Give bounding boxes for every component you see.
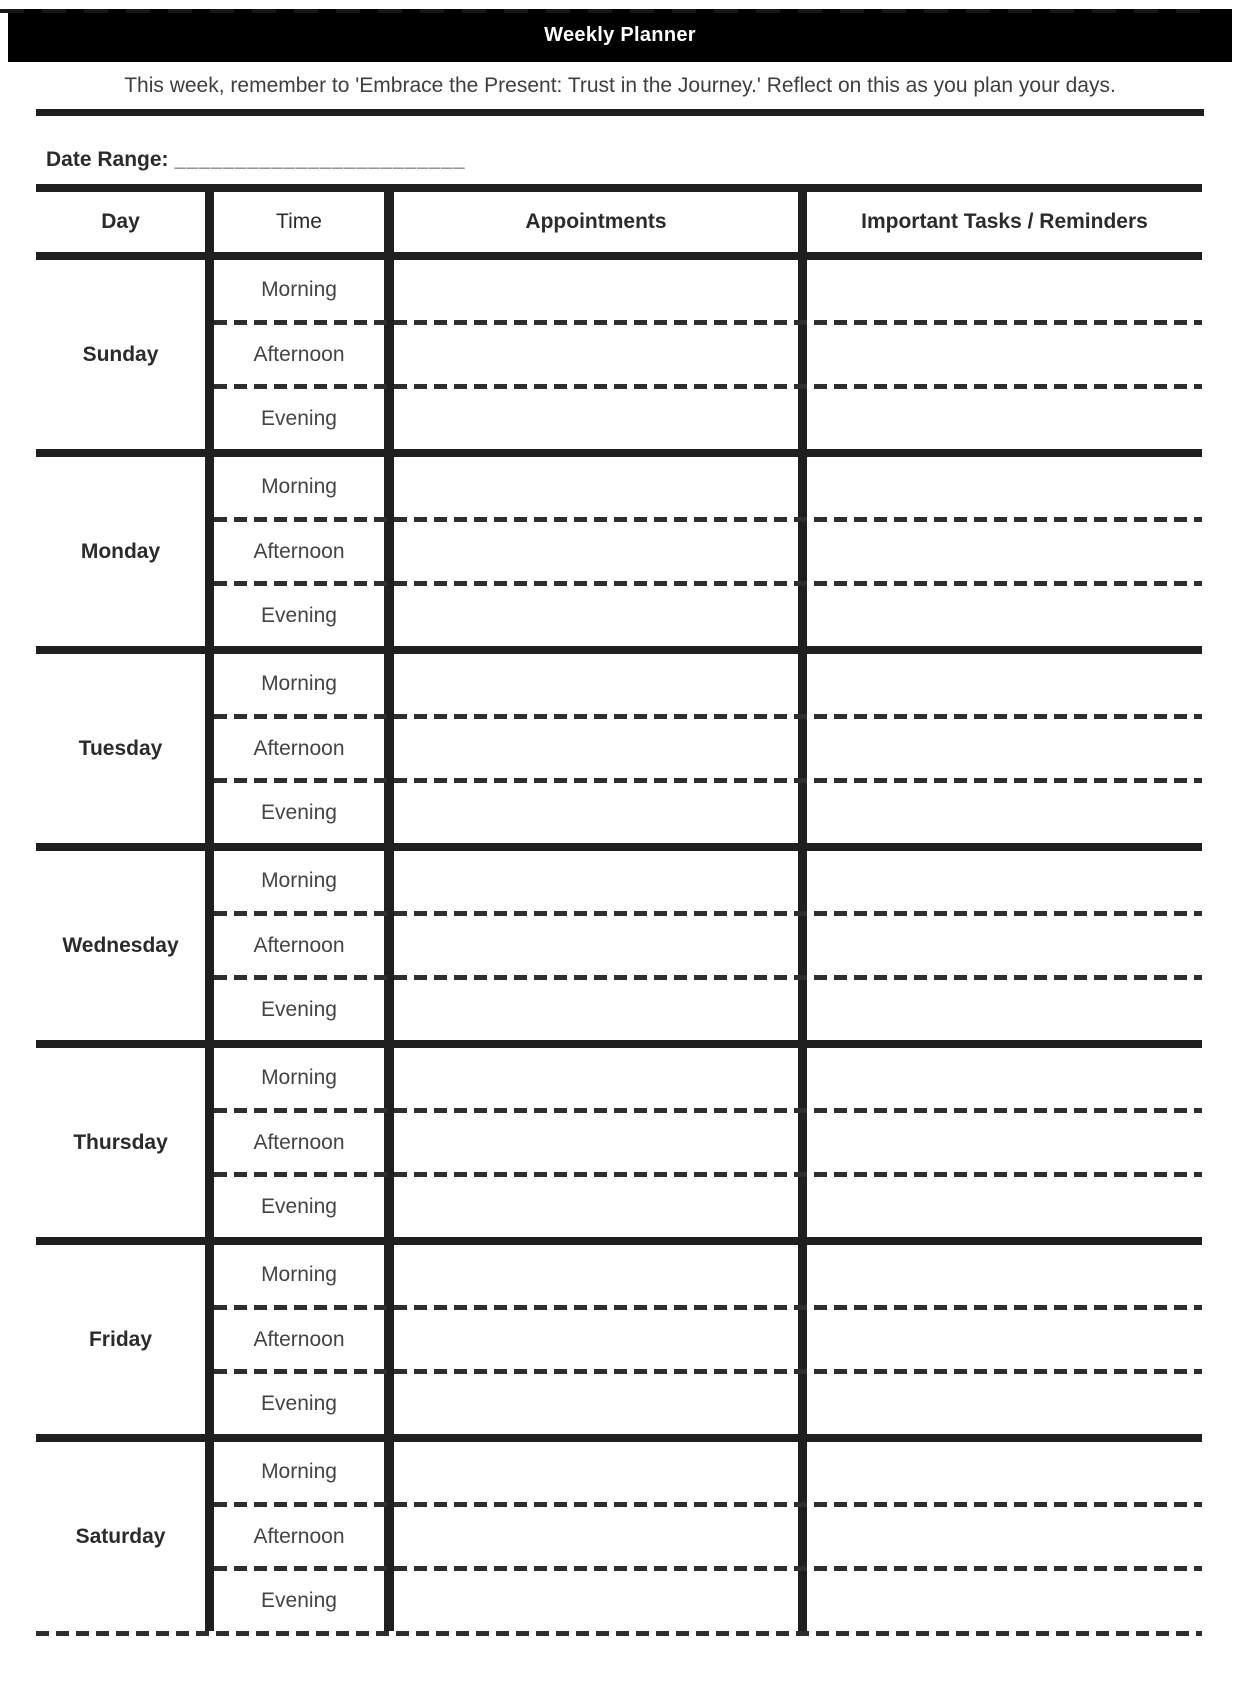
horizontal-rule-top <box>36 109 1204 116</box>
column-header-appointments: Appointments <box>525 210 667 233</box>
bottom-trim-dashed-line <box>36 1631 1202 1636</box>
title-bar <box>8 9 1232 62</box>
column-divider <box>384 1048 394 1237</box>
tasks-cell <box>807 1310 1202 1370</box>
day-slots <box>205 851 1202 1040</box>
time-label-afternoon: Afternoon <box>253 933 345 957</box>
column-header-time: Time <box>276 210 322 233</box>
tasks-cell <box>807 457 1202 517</box>
tasks-cell <box>807 586 1202 646</box>
time-slot-dashed-divider <box>214 1108 1202 1113</box>
time-slot-dashed-divider <box>214 975 1202 980</box>
appointments-cell <box>394 1571 798 1631</box>
table-header-row <box>36 184 1202 260</box>
day-label-monday: Monday <box>80 539 161 563</box>
column-divider <box>798 260 807 449</box>
appointments-cell <box>394 325 798 385</box>
weekly-planner-table <box>36 184 1202 1636</box>
tasks-cell <box>807 260 1202 320</box>
appointments-cell <box>394 719 798 779</box>
day-divider-line <box>36 646 1202 654</box>
column-divider <box>205 184 214 260</box>
day-slots <box>205 457 1202 646</box>
day-block-thursday <box>36 1048 1202 1237</box>
top-trim-dashed-line <box>0 9 1207 13</box>
column-divider <box>384 260 394 449</box>
time-slot-dashed-divider <box>214 517 1202 522</box>
tasks-cell <box>807 851 1202 911</box>
tasks-cell <box>807 325 1202 385</box>
tasks-cell <box>807 1374 1202 1434</box>
tasks-cell <box>807 783 1202 843</box>
appointments-cell <box>394 586 798 646</box>
time-slot-dashed-divider <box>214 320 1202 325</box>
time-slot-row-evening <box>214 1571 1202 1631</box>
appointments-cell <box>394 1442 798 1502</box>
tasks-cell <box>807 719 1202 779</box>
day-block-sunday <box>36 260 1202 449</box>
column-header-important-tasks: Important Tasks / Reminders <box>861 210 1148 233</box>
time-slot-dashed-divider <box>214 1369 1202 1374</box>
time-slot-row-morning <box>214 1048 1202 1108</box>
time-slot-row-evening <box>214 980 1202 1040</box>
time-label-afternoon: Afternoon <box>253 1327 345 1351</box>
day-block-wednesday <box>36 851 1202 1040</box>
tasks-cell <box>807 654 1202 714</box>
weekly-quote: This week, remember to 'Embrace the Present: Trust in the Journey.' Reflect on this as you plan your days. <box>124 74 1116 97</box>
appointments-cell <box>394 783 798 843</box>
time-slot-dashed-divider <box>214 911 1202 916</box>
time-slot-row-afternoon <box>214 1507 1202 1567</box>
column-divider <box>798 184 807 260</box>
column-divider <box>384 654 394 843</box>
time-slot-row-evening <box>214 783 1202 843</box>
time-slot-dashed-divider <box>214 714 1202 719</box>
time-slot-dashed-divider <box>214 1502 1202 1507</box>
time-slot-dashed-divider <box>214 778 1202 783</box>
appointments-cell <box>394 654 798 714</box>
day-label-tuesday: Tuesday <box>78 736 163 760</box>
tasks-cell <box>807 522 1202 582</box>
day-block-saturday <box>36 1442 1202 1631</box>
time-label-evening: Evening <box>261 801 337 825</box>
time-slot-row-afternoon <box>214 1113 1202 1173</box>
time-slot-row-afternoon <box>214 522 1202 582</box>
appointments-cell <box>394 980 798 1040</box>
date-range-label: Date Range: <box>46 148 169 171</box>
day-label-friday: Friday <box>88 1327 153 1351</box>
time-slot-row-afternoon <box>214 325 1202 385</box>
day-slots <box>205 654 1202 843</box>
time-label-morning: Morning <box>261 277 337 301</box>
date-range-row <box>36 128 1204 172</box>
day-divider-line <box>36 843 1202 851</box>
time-slot-dashed-divider <box>214 1566 1202 1571</box>
time-label-afternoon: Afternoon <box>253 1130 345 1154</box>
time-label-evening: Evening <box>261 998 337 1022</box>
time-label-evening: Evening <box>261 604 337 628</box>
time-slot-dashed-divider <box>214 384 1202 389</box>
appointments-cell <box>394 389 798 449</box>
time-slot-row-evening <box>214 586 1202 646</box>
time-slot-row-evening <box>214 389 1202 449</box>
appointments-cell <box>394 1374 798 1434</box>
tasks-cell <box>807 1442 1202 1502</box>
day-slots <box>205 1245 1202 1434</box>
appointments-cell <box>394 916 798 976</box>
day-block-friday <box>36 1245 1202 1434</box>
time-label-evening: Evening <box>261 1589 337 1613</box>
day-label-thursday: Thursday <box>73 1130 168 1154</box>
tasks-cell <box>807 1177 1202 1237</box>
date-range-blank-line: ________________________ <box>174 149 466 171</box>
appointments-cell <box>394 457 798 517</box>
time-label-evening: Evening <box>261 1392 337 1416</box>
column-divider <box>798 1048 807 1237</box>
time-label-morning: Morning <box>261 474 337 498</box>
day-slots <box>205 1048 1202 1237</box>
day-label-saturday: Saturday <box>75 1524 166 1548</box>
time-label-morning: Morning <box>261 1065 337 1089</box>
time-slot-dashed-divider <box>214 1172 1202 1177</box>
time-label-evening: Evening <box>261 1195 337 1219</box>
column-divider <box>384 1442 394 1631</box>
day-slots <box>205 1442 1202 1631</box>
day-blocks <box>36 260 1202 1636</box>
column-divider <box>798 1442 807 1631</box>
tasks-cell <box>807 1571 1202 1631</box>
column-divider <box>384 184 394 260</box>
day-divider-line <box>36 1434 1202 1442</box>
column-divider <box>798 457 807 646</box>
tasks-cell <box>807 1113 1202 1173</box>
appointments-cell <box>394 522 798 582</box>
appointments-cell <box>394 1310 798 1370</box>
time-slot-row-evening <box>214 1177 1202 1237</box>
tasks-cell <box>807 1507 1202 1567</box>
time-label-morning: Morning <box>261 1262 337 1286</box>
day-block-tuesday <box>36 654 1202 843</box>
time-label-evening: Evening <box>261 407 337 431</box>
appointments-cell <box>394 1048 798 1108</box>
tasks-cell <box>807 1245 1202 1305</box>
day-label-wednesday: Wednesday <box>62 933 179 957</box>
time-slot-row-morning <box>214 260 1202 320</box>
day-block-monday <box>36 457 1202 646</box>
tasks-cell <box>807 389 1202 449</box>
time-slot-row-morning <box>214 1442 1202 1502</box>
time-slot-row-afternoon <box>214 1310 1202 1370</box>
time-slot-row-morning <box>214 1245 1202 1305</box>
tasks-cell <box>807 916 1202 976</box>
appointments-cell <box>394 1177 798 1237</box>
appointments-cell <box>394 1245 798 1305</box>
day-divider-line <box>36 449 1202 457</box>
column-divider <box>798 1245 807 1434</box>
column-divider <box>384 457 394 646</box>
time-label-afternoon: Afternoon <box>253 1524 345 1548</box>
time-label-morning: Morning <box>261 868 337 892</box>
time-slot-row-evening <box>214 1374 1202 1434</box>
time-label-morning: Morning <box>261 671 337 695</box>
appointments-cell <box>394 851 798 911</box>
day-label-sunday: Sunday <box>82 342 159 366</box>
time-label-afternoon: Afternoon <box>253 342 345 366</box>
time-label-afternoon: Afternoon <box>253 736 345 760</box>
time-slot-row-afternoon <box>214 719 1202 779</box>
time-label-morning: Morning <box>261 1459 337 1483</box>
tasks-cell <box>807 1048 1202 1108</box>
time-slot-row-afternoon <box>214 916 1202 976</box>
time-slot-row-morning <box>214 457 1202 517</box>
day-slots <box>205 260 1202 449</box>
time-slot-dashed-divider <box>214 1305 1202 1310</box>
column-divider <box>384 851 394 1040</box>
appointments-cell <box>394 1507 798 1567</box>
time-label-afternoon: Afternoon <box>253 539 345 563</box>
column-divider <box>384 1245 394 1434</box>
time-slot-row-morning <box>214 654 1202 714</box>
appointments-cell <box>394 260 798 320</box>
column-divider <box>798 851 807 1040</box>
day-divider-line <box>36 1040 1202 1048</box>
page-title: Weekly Planner <box>544 24 696 46</box>
day-divider-line <box>36 1237 1202 1245</box>
time-slot-row-morning <box>214 851 1202 911</box>
column-divider <box>798 654 807 843</box>
tasks-cell <box>807 980 1202 1040</box>
appointments-cell <box>394 1113 798 1173</box>
column-header-day: Day <box>101 210 140 233</box>
time-slot-dashed-divider <box>214 581 1202 586</box>
